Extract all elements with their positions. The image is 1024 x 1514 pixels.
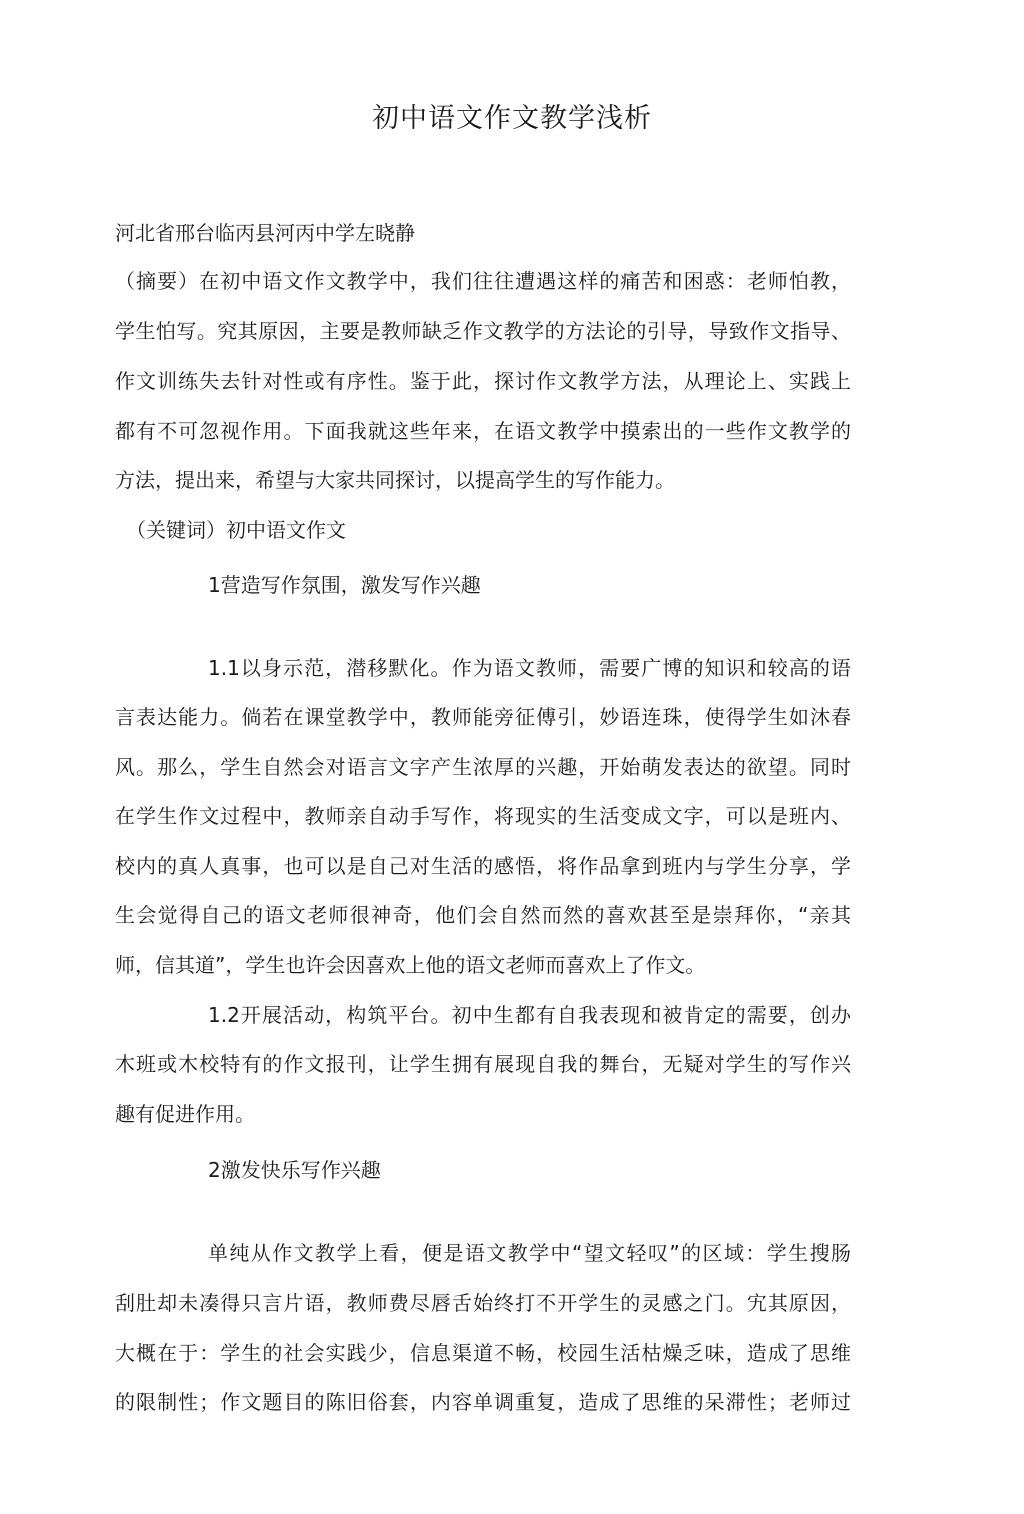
paragraph-1-1-line-3: 风。那么，学生自然会对语言文字产生浓厚的兴趣，开始萌发表达的欲望。同时 (115, 755, 851, 779)
abstract-line-5: 方法，提出来，希望与大家共同探讨，以提高学生的写作能力。 (115, 468, 675, 492)
abstract-line-3: 作文训练失去针对性或有序性。鉴于此，探讨作文教学方法，从理论上、实践上 (115, 369, 851, 393)
paragraph-2-line-4: 的限制性；作文题目的陈旧俗套，内容单调重复，造成了思维的呆滞性；老师过 (115, 1390, 851, 1414)
abstract-line-1: （摘要）在初中语文作文教学中，我们往往遭遇这样的痛苦和困惑：老师怕教， (115, 269, 851, 293)
paragraph-1-2-line-3: 趣有促进作用。 (115, 1102, 255, 1126)
document-title: 初中语文作文教学浅析 (372, 103, 652, 134)
paragraph-1-1-line-5: 校内的真人真事，也可以是自己对生活的感悟，将作品拿到班内与学生分享，学 (115, 854, 851, 878)
paragraph-1-1-line-7: 师，信其道”，学生也许会因喜欢上他的语文老师而喜欢上了作文。 (115, 953, 706, 977)
keywords-line: （关键词）初中语文作文 (126, 518, 346, 542)
author-line: 河北省邢台临丙县河丙中学左晓静 (115, 221, 415, 245)
section-heading-1: 1营造写作氛围，激发写作兴趣 (208, 573, 481, 597)
abstract-line-2: 学生怕写。究其原因，主要是教师缺乏作文教学的方法论的引导，导致作文指导、 (115, 319, 851, 343)
paragraph-2-line-2: 刮肚却未凑得只言片语，教师费尽唇舌始终打不开学生的灵感之门。宄其原因， (115, 1291, 851, 1315)
paragraph-1-1-line-6: 生会觉得自己的语文老师很神奇，他们会自然而然的喜欢甚至是崇拜你，“亲其 (115, 903, 851, 927)
section-heading-2: 2激发快乐写作兴趣 (208, 1158, 381, 1182)
paragraph-1-1-line-4: 在学生作文过程中，教师亲自动手写作，将现实的生活变成文字，可以是班内、 (115, 804, 851, 828)
paragraph-2-line-1: 单纯从作文教学上看，便是语文教学中“望文轻叹”的区域：学生搜肠 (208, 1241, 851, 1265)
paragraph-1-1-line-1: 1.1以身示范，潜移默化。作为语文教师，需要广博的知识和较高的语 (208, 656, 851, 680)
paragraph-2-line-3: 大概在于：学生的社会实践少，信息渠道不畅，校园生活枯燥乏味，造成了思维 (115, 1341, 851, 1365)
paragraph-1-2-line-1: 1.2开展活动，构筑平台。初中生都有自我表现和被肯定的需要，创办 (208, 1003, 851, 1027)
paragraph-1-2-line-2: 木班或木校特有的作文报刊，让学生拥有展现自我的舞台，无疑对学生的写作兴 (115, 1052, 851, 1076)
abstract-line-4: 都有不可忽视作用。下面我就这些年来，在语文教学中摸索出的一些作文教学的 (115, 419, 851, 443)
paragraph-1-1-line-2: 言表达能力。倘若在课堂教学中，教师能旁征傅引，妙语连珠，使得学生如沐春 (115, 705, 851, 729)
